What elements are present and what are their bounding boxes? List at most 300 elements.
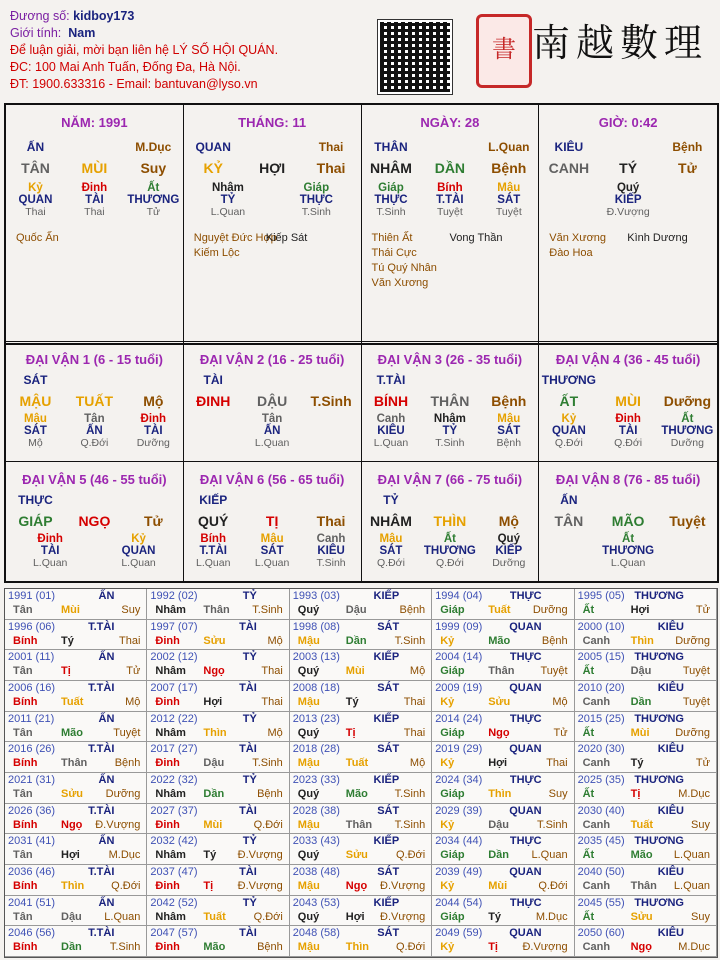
luck-cycle-title: ĐẠI VẬN 3 (26 - 35 tuổi) [377, 352, 523, 367]
year-stem: Bính [13, 695, 38, 708]
luck-gap [302, 373, 361, 387]
year-cell[interactable] [575, 620, 717, 651]
year-cell[interactable] [5, 804, 147, 835]
year-cell[interactable] [147, 804, 289, 835]
year-cell[interactable] [290, 773, 432, 804]
luck-god: ẤN [560, 493, 578, 507]
year-label: 2023 (33) [292, 773, 340, 786]
year-state: Tử [695, 757, 710, 770]
year-label: 2005 (15) [577, 651, 625, 664]
year-label: 2027 (37) [150, 804, 198, 817]
luck-cycle-box[interactable] [362, 461, 540, 581]
year-cell[interactable] [290, 865, 432, 896]
year-branch: Hợi [488, 757, 508, 770]
year-cell[interactable] [575, 926, 717, 957]
year-stem: Mậu [297, 879, 320, 892]
hidden-stem-item: Mậu [497, 182, 521, 194]
year-god: THỰC [509, 651, 542, 664]
year-god: SÁT [377, 620, 400, 633]
luck-cycle-box[interactable] [362, 341, 540, 461]
year-god: TỶ [242, 651, 257, 664]
luck-hidden-stem-item: Đinh [37, 533, 63, 545]
luck-main-row [539, 513, 717, 529]
hidden-state-item: Thai [84, 206, 105, 218]
luck-hidden-god [539, 425, 717, 437]
luck-god: THỰC [18, 493, 53, 507]
year-cell[interactable] [290, 712, 432, 743]
year-label: 2043 (53) [292, 896, 340, 909]
year-stem: Nhâm [155, 726, 186, 739]
hidden-stem [6, 182, 183, 194]
luck-hidden-state-item: Dưỡng [492, 557, 526, 569]
year-stem: Đinh [155, 941, 180, 954]
year-state: Q.Đới [111, 879, 141, 892]
year-label: 1996 (06) [8, 620, 56, 633]
year-branch: Hợi [61, 849, 80, 862]
luck-hidden-state-item: L.Quan [254, 557, 290, 569]
luck-hidden-state-item: T.Sinh [435, 437, 465, 449]
year-cell[interactable] [147, 650, 289, 681]
luck-hidden-state-item: L.Quan [373, 437, 409, 449]
luck-gap [302, 493, 361, 507]
year-god: T.TÀI [88, 620, 115, 633]
year-cell[interactable] [290, 681, 432, 712]
year-stem: Ất [582, 849, 595, 862]
year-cell[interactable] [575, 681, 717, 712]
pillar-branch: DẦN [434, 160, 466, 176]
hidden-state-item: L.Quan [210, 206, 246, 218]
year-branch: Tý [61, 634, 74, 647]
year-label: 2013 (23) [292, 712, 340, 725]
luck-god-row [539, 493, 717, 507]
pillar-gap [599, 140, 658, 154]
year-god: SÁT [377, 804, 400, 817]
year-stem: Canh [582, 757, 611, 770]
year-cell[interactable] [575, 589, 717, 620]
year-label: 2018 (28) [292, 743, 340, 756]
year-branch: Dần [61, 941, 82, 954]
year-branch: Ngọ [203, 665, 225, 678]
year-label: 2022 (32) [150, 773, 198, 786]
luck-hidden-state-item: L.Quan [610, 557, 646, 569]
year-cell[interactable] [147, 620, 289, 651]
year-god: KIẾP [373, 773, 400, 786]
year-branch: Tị [630, 787, 641, 800]
year-label: 2007 (17) [150, 681, 198, 694]
year-god: KIẾP [373, 590, 400, 602]
year-branch: Dần [345, 634, 367, 647]
year-cell[interactable] [290, 896, 432, 927]
year-branch: Dậu [203, 757, 225, 770]
luck-god-row [6, 373, 183, 387]
year-god: THỰC [509, 773, 542, 786]
year-cell[interactable] [575, 865, 717, 896]
luck-hidden-state-item: Q.Đới [80, 437, 109, 449]
year-branch: Tý [203, 849, 217, 862]
luck-stem: TÂN [554, 513, 584, 529]
year-state: Dưỡng [532, 604, 568, 616]
year-god: THỰC [509, 896, 542, 909]
year-cell[interactable] [147, 834, 289, 865]
year-god: SÁT [377, 743, 400, 756]
year-god: TÀI [239, 927, 257, 940]
year-cell[interactable] [432, 712, 574, 743]
year-branch: Thân [345, 818, 373, 831]
pillar-stars [194, 231, 277, 261]
year-branch: Sửu [61, 787, 84, 800]
luck-hidden-god-item: T.TÀI [199, 545, 227, 557]
contact-line-2: ĐC: 100 Mai Anh Tuấn, Đống Đa, Hà Nội. [10, 60, 241, 74]
year-stem: Nhâm [155, 849, 186, 862]
pillar-stem: KỶ [203, 160, 223, 176]
star-item: Đào Hoa [549, 247, 593, 259]
luck-branch: MÙI [615, 393, 641, 409]
year-stem: Canh [582, 941, 611, 954]
year-state: Suy [548, 787, 568, 800]
luck-gap [243, 493, 302, 507]
year-stem: Bính [13, 818, 38, 831]
year-cell[interactable] [147, 865, 289, 896]
luck-branch: TỊ [265, 513, 279, 529]
luck-hidden-god [6, 425, 183, 437]
pillar-title: GIỜ: 0:42 [598, 115, 658, 130]
year-cell[interactable] [5, 620, 147, 651]
year-branch: Ngọ [488, 726, 510, 739]
year-cell[interactable] [575, 896, 717, 927]
luck-cycle-title: ĐẠI VẬN 6 (56 - 65 tuổi) [199, 472, 345, 487]
year-stem: Ất [582, 910, 595, 923]
luck-hidden-state [6, 557, 183, 569]
luck-hidden-god-item: ẤN [86, 425, 103, 437]
hidden-state-item: Tuyệt [495, 206, 522, 218]
year-state: Tử [126, 665, 141, 678]
year-label: 2035 (45) [577, 835, 625, 848]
hidden-state-item: Tuyệt [436, 206, 463, 218]
luck-state: Mộ [498, 513, 519, 529]
year-cell[interactable] [290, 926, 432, 957]
luck-gap [479, 493, 538, 507]
year-god: SÁT [377, 681, 400, 694]
hidden-state-item: Thai [25, 206, 46, 218]
luck-god-row [362, 373, 539, 387]
pillar-state: Thai [316, 160, 346, 176]
pillar-title: THÁNG: 11 [238, 115, 307, 130]
pillar-stem: CANH [548, 160, 590, 176]
year-label: 2000 (10) [577, 620, 625, 633]
pillar-column [362, 105, 540, 343]
year-stem: Kỷ [440, 879, 455, 892]
year-cell[interactable] [575, 650, 717, 681]
year-cell[interactable] [5, 834, 147, 865]
year-cell[interactable] [432, 773, 574, 804]
year-label: 2030 (40) [577, 804, 625, 817]
pillar-stars-2 [266, 231, 308, 246]
year-stem: Mậu [297, 634, 320, 647]
pillar-god-row [184, 140, 361, 154]
pillar-gap [420, 140, 479, 154]
year-state: Mộ [409, 665, 426, 678]
year-cell[interactable] [432, 681, 574, 712]
year-god: QUAN [509, 927, 542, 940]
luck-hidden-stem-item: Tân [261, 413, 283, 425]
year-state: Mộ [409, 757, 426, 770]
luck-hidden-stem [6, 533, 183, 545]
luck-hidden-stem-item: Đinh [140, 413, 167, 425]
hidden-state-item: T.Sinh [301, 206, 331, 218]
luck-hidden-god [539, 545, 717, 557]
year-stem: Đinh [155, 695, 180, 708]
luck-cycle-title: ĐẠI VẬN 1 (6 - 15 tuổi) [25, 352, 163, 367]
year-label: 2045 (55) [577, 896, 625, 909]
luck-hidden-state-item: Q.Đới [614, 437, 643, 449]
year-cell[interactable] [432, 620, 574, 651]
year-cell[interactable] [5, 650, 147, 681]
luck-hidden-stem-item: Mậu [497, 413, 521, 425]
year-state: Suy [691, 818, 710, 831]
luck-cycle-box[interactable] [539, 341, 717, 461]
luck-main-row [184, 393, 361, 409]
luck-hidden-state-item: Dưỡng [670, 437, 704, 449]
year-branch: Thân [203, 604, 230, 616]
luck-gap [124, 373, 183, 387]
hidden-god-item: KIẾP [614, 194, 642, 206]
year-branch: Ngọ [61, 818, 83, 831]
year-branch: Tuất [203, 910, 226, 923]
year-label: 1994 (04) [435, 590, 483, 602]
luck-hidden-stem-item: Kỷ [561, 413, 577, 425]
year-cell[interactable] [432, 589, 574, 620]
year-cell[interactable] [432, 896, 574, 927]
year-cell[interactable] [290, 834, 432, 865]
year-stem: Bính [13, 941, 38, 954]
luck-hidden-god-item: TÀI [144, 425, 163, 437]
luck-gap [479, 373, 538, 387]
year-branch: Mùi [345, 665, 365, 678]
year-cell[interactable] [432, 834, 574, 865]
year-cell[interactable] [432, 742, 574, 773]
year-cell[interactable] [5, 896, 147, 927]
year-label: 1997 (07) [150, 620, 198, 633]
luck-branch: DẬU [256, 393, 288, 409]
year-label: 2040 (50) [577, 865, 625, 878]
luck-hidden-stem [184, 533, 361, 545]
year-label: 1993 (03) [292, 590, 340, 602]
year-branch: Mão [61, 726, 83, 739]
year-branch: Mùi [61, 604, 80, 616]
year-label: 2008 (18) [292, 681, 340, 694]
year-state: T.Sinh [394, 818, 426, 831]
luck-god-row [6, 493, 183, 507]
hidden-state [184, 206, 361, 218]
year-stem: Đinh [155, 818, 180, 831]
year-cell[interactable] [5, 926, 147, 957]
year-cell[interactable] [5, 712, 147, 743]
luck-cycle-box[interactable] [184, 341, 362, 461]
luck-cycle-box[interactable] [6, 461, 184, 581]
star-item: Kình Dương [627, 232, 688, 244]
year-cell[interactable] [5, 681, 147, 712]
year-state: L.Quan [673, 849, 710, 862]
luck-main-row [184, 513, 361, 529]
pillar-branch: TÝ [619, 160, 638, 176]
hidden-god-item: T.TÀI [436, 194, 464, 206]
year-cell[interactable] [147, 773, 289, 804]
year-stem: Nhâm [155, 787, 186, 800]
year-cell[interactable] [5, 589, 147, 620]
luck-hidden-god-item: QUAN [551, 425, 586, 437]
year-label: 2038 (48) [292, 865, 340, 878]
year-cell[interactable] [432, 804, 574, 835]
year-cell[interactable] [147, 681, 289, 712]
year-state: Q.Đới [253, 818, 283, 831]
year-cell[interactable] [147, 589, 289, 620]
luck-hidden-god [6, 545, 183, 557]
hidden-state-item: Đ.Vượng [606, 206, 650, 218]
luck-hidden-stem-item: Quý [497, 533, 520, 545]
luck-state: Mộ [143, 393, 164, 409]
year-stem: Nhâm [155, 910, 186, 923]
code-label: Đương số: [10, 9, 70, 23]
luck-stem: ĐINH [196, 393, 231, 409]
luck-cycle-box[interactable] [6, 341, 184, 461]
year-branch: Hợi [345, 910, 365, 923]
luck-hidden-state [6, 437, 183, 449]
year-god: THỰC [509, 590, 542, 602]
hidden-stem-item: Giáp [303, 182, 330, 194]
luck-stem: BÍNH [373, 393, 409, 409]
luck-god: KIẾP [199, 493, 228, 507]
year-branch: Sửu [203, 634, 226, 647]
pillar-god-row [539, 140, 717, 154]
luck-hidden-state-item: Dưỡng [136, 437, 170, 449]
luck-god: TÀI [203, 373, 223, 387]
year-cell[interactable] [5, 865, 147, 896]
year-branch: Ngọ [630, 941, 652, 954]
year-cell[interactable] [5, 742, 147, 773]
luck-hidden-god-item: TÀI [40, 545, 60, 557]
year-label: 2044 (54) [435, 896, 483, 909]
year-state: Dưỡng [675, 634, 710, 647]
contact-line-3[interactable]: ĐT: 1900.633316 - Email: bantuvan@lyso.vn [10, 77, 258, 91]
luck-gap [65, 373, 124, 387]
year-cell[interactable] [432, 926, 574, 957]
hidden-stem [539, 182, 717, 194]
year-label: 2037 (47) [150, 865, 198, 878]
luck-cycle-box[interactable] [184, 461, 362, 581]
year-branch: Thân [630, 879, 657, 892]
year-stem: Giáp [440, 910, 465, 923]
qr-code-icon[interactable] [378, 20, 452, 94]
year-cell[interactable] [575, 773, 717, 804]
year-state: L.Quan [104, 910, 141, 923]
star-item: Kiếp Sát [265, 232, 308, 244]
year-label: 2028 (38) [292, 804, 340, 817]
year-label: 2033 (43) [292, 835, 340, 848]
luck-hidden-state [362, 437, 539, 449]
year-label: 2012 (22) [150, 712, 198, 725]
year-state: M.Dục [678, 941, 710, 954]
year-cell[interactable] [575, 804, 717, 835]
year-stem: Giáp [440, 604, 465, 616]
year-cell[interactable] [5, 773, 147, 804]
year-label: 2009 (19) [435, 681, 483, 694]
year-cell[interactable] [147, 742, 289, 773]
pillar-god-row [362, 140, 539, 154]
star-item: Văn Xương [371, 277, 429, 289]
year-cell[interactable] [575, 742, 717, 773]
luck-hidden-state [539, 557, 717, 569]
luck-hidden-stem-item: Tân [84, 413, 105, 425]
year-god: KIẾP [373, 712, 400, 725]
year-god: QUAN [509, 681, 542, 694]
year-cell[interactable] [147, 926, 289, 957]
luck-gap [243, 373, 302, 387]
hidden-god-item: THỰC [374, 194, 408, 206]
luck-hidden-stem-item: Mậu [379, 533, 403, 545]
year-cell[interactable] [575, 834, 717, 865]
year-label: 2003 (13) [292, 651, 340, 664]
year-state: Dưỡng [105, 787, 141, 800]
year-cell[interactable] [290, 804, 432, 835]
hidden-state-item: Tử [146, 206, 161, 218]
year-state: T.Sinh [394, 787, 426, 800]
hidden-god-item: TÀI [85, 194, 104, 206]
pillar-god: KIÊU [554, 140, 584, 154]
year-cell[interactable] [290, 742, 432, 773]
year-branch: Thìn [203, 726, 227, 739]
pillar-gap [65, 140, 124, 154]
year-stem: Canh [582, 879, 611, 892]
pillar-state: Tử [678, 160, 697, 176]
luck-cycle-box[interactable] [539, 461, 717, 581]
year-cell[interactable] [432, 865, 574, 896]
year-branch: Thìn [630, 634, 654, 647]
year-god: THỰC [509, 712, 542, 725]
year-god: ẤN [98, 590, 115, 602]
luck-gap [65, 493, 124, 507]
year-god: T.TÀI [88, 865, 115, 878]
year-cell[interactable] [290, 650, 432, 681]
luck-branch: MÃO [611, 513, 645, 529]
luck-god: T.TÀI [376, 373, 406, 387]
year-god: KIÊU [657, 620, 684, 633]
hidden-state-item: T.Sinh [376, 206, 406, 218]
pillar-god: ẤN [26, 140, 45, 154]
year-god: T.TÀI [88, 681, 115, 694]
year-label: 2029 (39) [435, 804, 483, 817]
hidden-god [6, 194, 183, 206]
year-cell[interactable] [147, 712, 289, 743]
year-cell[interactable] [575, 712, 717, 743]
luck-hidden-stem-item: Mậu [260, 533, 284, 545]
year-state: Q.Đới [253, 910, 283, 923]
year-god: ẤN [98, 651, 115, 664]
year-cell[interactable] [432, 650, 574, 681]
year-branch: Hợi [203, 695, 223, 708]
year-label: 1999 (09) [435, 620, 483, 633]
year-stem: Kỷ [440, 818, 455, 831]
year-stem: Đinh [155, 757, 180, 770]
year-cell[interactable] [290, 589, 432, 620]
year-cell[interactable] [290, 620, 432, 651]
year-state: Mộ [267, 726, 283, 739]
year-stem: Tân [13, 665, 33, 678]
hidden-god-item: THỰC [299, 194, 333, 206]
year-label: 2046 (56) [8, 927, 56, 940]
pillar-state-top: L.Quan [488, 140, 530, 154]
year-cell[interactable] [147, 896, 289, 927]
year-stem: Quý [297, 910, 320, 923]
